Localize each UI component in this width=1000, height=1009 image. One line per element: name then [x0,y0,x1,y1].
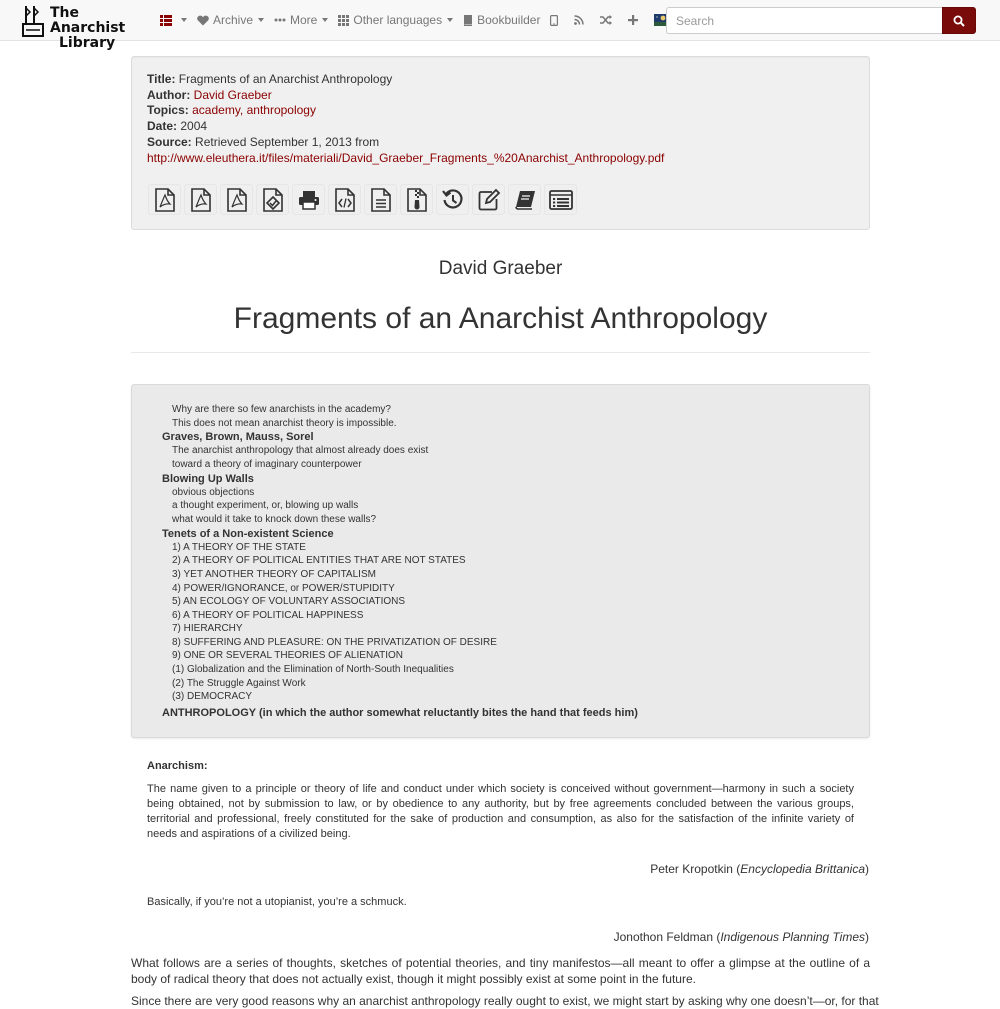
epigraph-heading: Anarchism: [147,760,208,772]
meta-title-row [147,72,664,88]
brand-line-2: Library [59,35,116,51]
meta-title-label: Title: [147,72,176,86]
file-pdf-icon [227,188,247,212]
file-text-icon [371,188,391,212]
toc-entry[interactable]: 7) HIERARCHY [172,623,243,635]
nav-random[interactable] [600,0,616,40]
meta-source-url-row [147,151,664,167]
list-icon [160,15,172,26]
meta-author-row [147,88,664,104]
grid-icon [338,15,349,26]
toc-entry[interactable]: ANTHROPOLOGY (in which the author somewhat reluctantly bites the hand that feeds him) [162,706,638,719]
toc-entry[interactable]: 3) YET ANOTHER THEORY OF CAPITALISM [172,568,376,580]
heart-icon [197,15,209,26]
file-archive-icon [407,188,427,212]
nav-languages-dropdown[interactable] [338,0,453,40]
ellipsis-icon [274,18,286,22]
anarchist-library-logo-icon [20,4,46,38]
meta-source-value: Retrieved September 1, 2013 from [195,134,380,149]
toc-entry[interactable]: 2) A THEORY OF POLITICAL ENTITIES THAT ARE NOT STATES [172,555,466,567]
attribution-name: Peter Kropotkin ( [650,862,741,876]
toc-entry[interactable]: a thought experiment, or, blowing up walls [172,500,359,512]
nav-archive-label: Archive [213,13,254,27]
list-alt-icon [549,190,573,210]
download-html-button[interactable] [328,184,361,215]
nav-more-dropdown[interactable] [274,0,328,40]
toc-entry[interactable]: (2) The Struggle Against Work [172,677,306,689]
plus-icon [628,15,638,25]
nav-mobile[interactable] [550,0,562,40]
navbar [0,0,1000,51]
caret-down-icon [447,18,453,22]
file-code-icon [335,188,355,212]
toc-entry[interactable]: 4) POWER/IGNORANCE, or POWER/STUPIDITY [172,582,395,594]
meta-topics-label: Topics: [147,103,189,118]
attribution-source: Encyclopedia Brittanica [740,862,865,876]
meta-topics-links[interactable]: academy, anthropology [192,103,316,118]
book-icon [514,190,536,210]
nav-rss[interactable] [574,0,588,40]
title-divider [131,352,870,353]
toc-entry[interactable]: 1) A THEORY OF THE STATE [172,541,306,553]
edit-button[interactable] [472,184,505,215]
mobile-icon [550,15,558,26]
download-imposed-pdf-button[interactable] [220,184,253,215]
nav-more-label: More [290,13,318,27]
toc-entry[interactable]: Why are there so few anarchists in the academy? [172,404,391,415]
toc-entry[interactable]: Blowing Up Walls [162,472,254,485]
nav-menu [160,0,683,40]
attribution-close: ) [865,862,869,876]
meta-date-value: 2004 [180,119,208,134]
meta-title-value: Fragments of an Anarchist Anthropology [178,72,393,86]
meta-author-link[interactable]: David Graeber [193,87,272,102]
nav-bookbuilder[interactable] [463,0,540,40]
rss-icon [574,15,584,25]
download-epub-button[interactable] [256,184,289,215]
toc-entry[interactable]: 6) A THEORY OF POLITICAL HAPPINESS [172,609,364,621]
brand-line-1: The Anarchist [50,5,126,36]
text-metadata [147,72,664,166]
body-paragraph: Since there are very good reasons why an anarchist anthropology really ought to exist, we might start by asking why one doesn’t—or, for that [131,994,879,1008]
attribution-name: Jonothon Feldman ( [613,930,721,944]
download-text-button[interactable] [364,184,397,215]
toc-entry[interactable]: 5) AN ECOLOGY OF VOLUNTARY ASSOCIATIONS [172,596,406,608]
meta-source-row [147,135,664,151]
meta-topics-row [147,103,664,119]
toc-entry[interactable]: 9) ONE OR SEVERAL THEORIES OF ALIENATION [172,650,403,662]
download-pdf-button[interactable] [148,184,181,215]
edit-icon [478,189,500,211]
download-source-archive-button[interactable] [400,184,433,215]
toc-entry[interactable]: (1) Globalization and the Elimination of North-South Inequalities [172,664,454,676]
printer-icon [298,190,320,210]
body-paragraph: What follows are a series of thoughts, sketches of potential theories, and tiny manifestos—all meant to offer a glimpse at the outline of a body of radical theory that does not actually exist, though it might possibly exist at some point in the future. [131,956,870,986]
toc-entry[interactable]: Graves, Brown, Mauss, Sorel [162,431,314,444]
search-input[interactable] [666,7,942,34]
meta-source-url-link[interactable]: http://www.eleuthera.it/files/materiali/David_Graeber_Fragments_%20Anarchist_Anthropology.pdf [147,150,665,165]
file-epub-icon [263,188,283,212]
epigraph-text: The name given to a principle or theory of life and conduct under which society is conceived without government—harmony in such a society being obtained, not by submission to law, or by obedience to any authority, but by free agreements concluded between the various groups, territorial and professional, freely constituted for the sake of production and consumption, as also for the satisfaction of the infinite variety of needs and aspirations of a civilized being. [147,783,854,840]
shuffle-icon [600,15,612,25]
add-to-bookbuilder-button[interactable] [508,184,541,215]
search-icon [953,15,965,27]
print-button[interactable] [292,184,325,215]
nav-list-dropdown[interactable] [160,0,187,40]
search-form [666,7,976,34]
caret-down-icon [181,18,187,22]
caret-down-icon [322,18,328,22]
toc-entry[interactable]: The anarchist anthropology that almost already does exist [172,445,429,457]
search-button[interactable] [942,7,976,34]
toc-entry[interactable]: Tenets of a Non-existent Science [162,527,334,540]
toc-entry[interactable]: This does not mean anarchist theory is impossible. [172,417,397,429]
download-toolbar [148,184,580,215]
meta-date-row [147,119,664,135]
meta-author-label: Author: [147,87,191,102]
download-a4-pdf-button[interactable] [184,184,217,215]
nav-archive-dropdown[interactable] [197,0,264,40]
meta-source-label: Source: [147,134,192,149]
toc-entry[interactable]: toward a theory of imaginary counterpower [172,458,362,470]
toc-entry[interactable]: (3) DEMOCRACY [172,691,253,703]
toc-entry[interactable]: obvious objections [172,486,255,498]
toc-list [132,403,869,720]
table-of-contents [131,384,870,738]
history-icon [442,189,464,211]
nav-languages-label: Other languages [353,13,443,27]
toc-entry[interactable]: 8) SUFFERING AND PLEASURE: ON THE PRIVATIZATION OF DESIRE [172,636,497,648]
caret-down-icon [258,18,264,22]
meta-date-label: Date: [147,119,178,134]
toggle-toc-button[interactable] [544,184,577,215]
brand-logo[interactable] [20,4,138,51]
second-epigraph-attribution [614,930,869,944]
nav-bookbuilder-label: Bookbuilder [477,13,541,27]
attribution-source: Indigenous Planning Times [720,930,865,944]
epigraph-attribution [650,862,869,876]
text-title-heading: Fragments of an Anarchist Anthropology [233,302,768,335]
file-pdf-icon [191,188,211,212]
nav-add[interactable] [628,0,642,40]
text-author-heading: David Graeber [438,258,563,279]
attribution-close: ) [865,930,869,944]
brand-name [50,6,138,51]
book-icon [463,15,473,26]
text-info-panel [131,56,870,230]
history-button[interactable] [436,184,469,215]
file-pdf-icon [155,188,175,212]
second-epigraph: Basically, if you’re not a utopianist, you’re a schmuck. [147,896,407,908]
toc-entry[interactable]: what would it take to knock down these walls? [172,513,376,525]
